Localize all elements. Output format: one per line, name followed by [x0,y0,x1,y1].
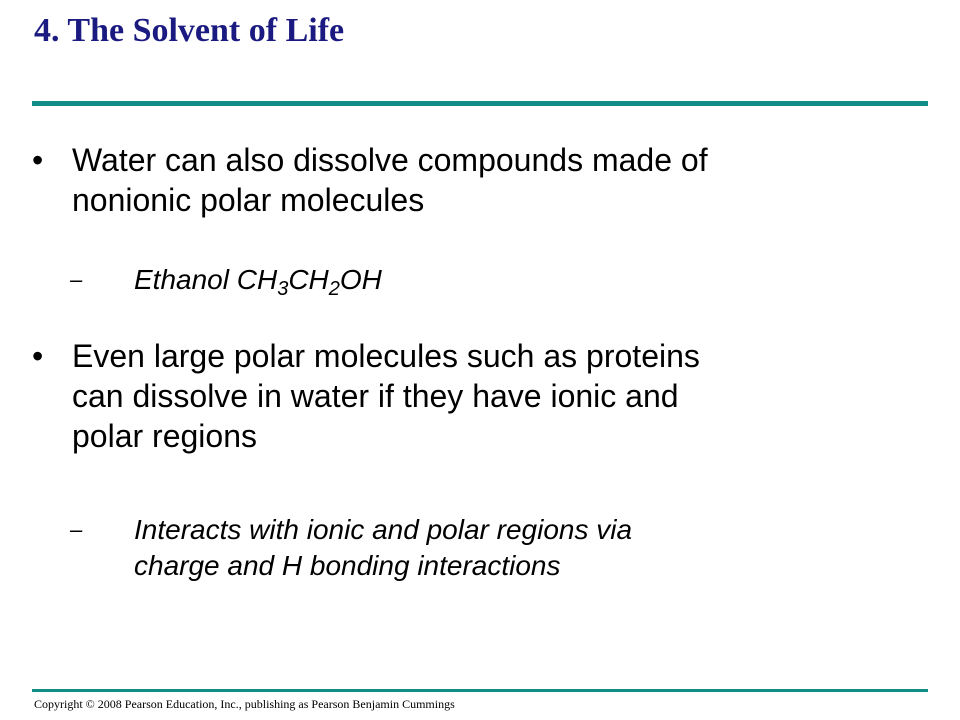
bullet-line: Water can also dissolve compounds made of [72,142,708,178]
copyright-footer: Copyright © 2008 Pearson Education, Inc., publishing as Pearson Benjamin Cummings [34,697,455,711]
formula-part: CH [288,264,329,295]
bullet-line: can dissolve in water if they have ionic and [72,378,679,414]
sub-bullet-text [134,262,382,298]
formula-subscript: 3 [277,278,289,300]
footer-divider [32,689,928,692]
bullet-icon: • [32,338,44,374]
formula-part: Ethanol CH [134,264,278,295]
dash-icon: – [70,517,83,542]
dash-icon: – [70,267,83,292]
bullet-text [72,140,708,220]
formula-subscript: 2 [328,278,340,300]
sub-bullet-text [134,512,632,584]
sub-bullet-line: Interacts with ionic and polar regions via [134,514,633,545]
slide-title: 4. The Solvent of Life [34,12,345,49]
title-divider [32,101,928,106]
formula-part: OH [339,264,382,295]
bullet-icon: • [32,142,44,178]
bullet-text [72,336,700,456]
bullet-line: nonionic polar molecules [72,182,425,218]
bullet-line: Even large polar molecules such as proteins [72,338,700,374]
bullet-line: polar regions [72,418,257,454]
sub-bullet-line: charge and H bonding interactions [134,550,561,581]
